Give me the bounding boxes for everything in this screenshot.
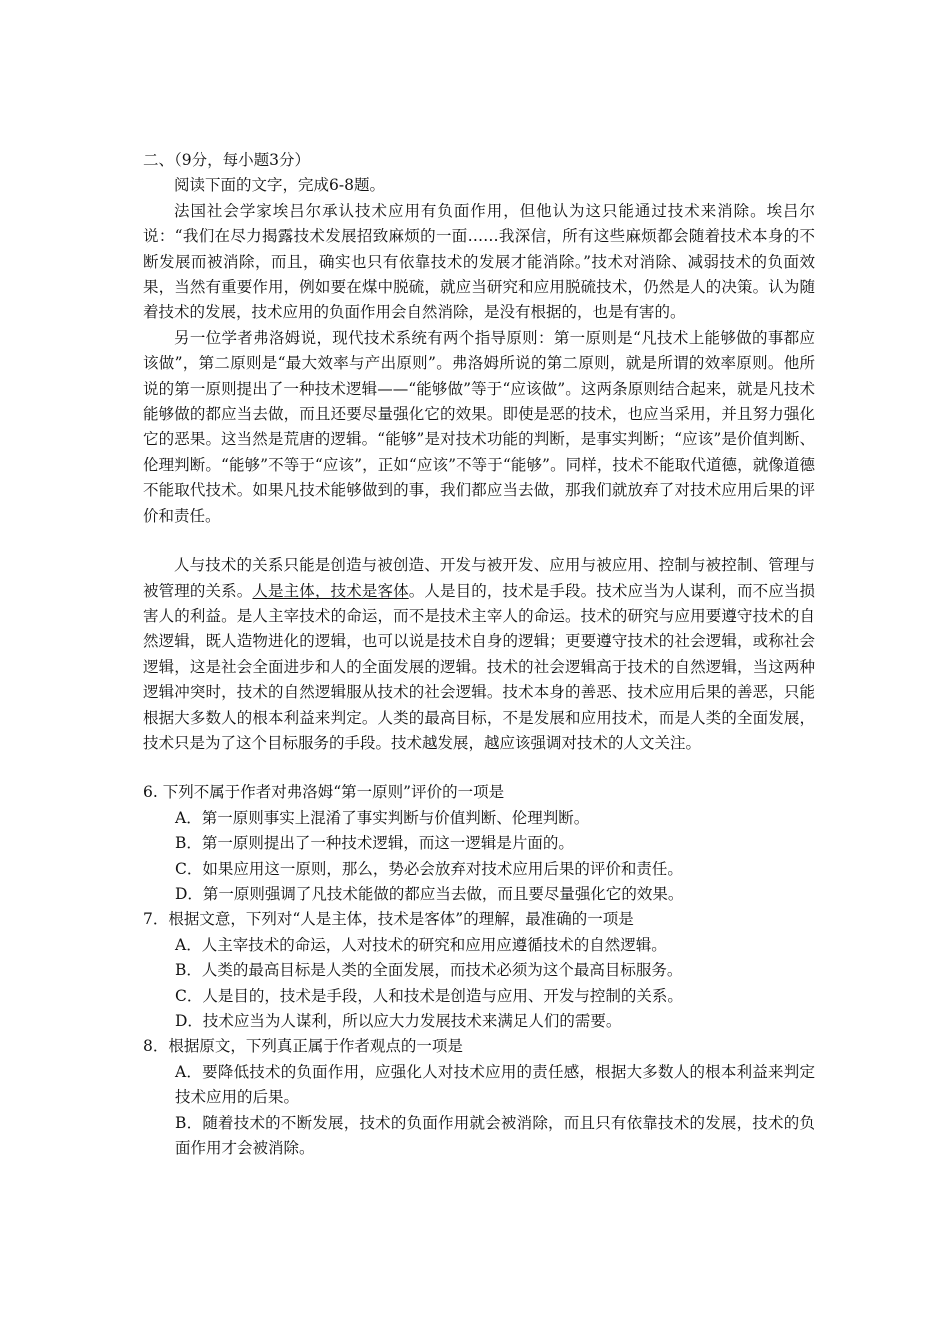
question-stem: 8．根据原文，下列真正属于作者观点的一项是 <box>143 1037 463 1056</box>
passage-text: 。人是目的，技术是手段。技术应当为人谋利，而不应当损害人的利益。是人主宰技术的命运，而不是技术主宰人的命运。技术的研究与应用要遵守技术的自然逻辑，既人造物进化的逻辑，也可以说是技术自身的逻辑；更要遵守技术的社会逻辑，或称社会逻辑，这是社会全面进步和人的全面发展的逻辑。技术的社会逻辑高于技术的自然逻辑，当这两种逻辑冲突时，技术的自然逻辑服从技术的社会逻辑。技术本身的善恶、技术应用后果的善恶，只能根据大多数人的根本利益来判定。人类的最高目标，不是发展和应用技术，而是人类的全面发展，技术只是为了这个目标服务的手段。技术越发展，越应该强调对技术的人文关注。 <box>143 581 815 752</box>
question-option: A．第一原则事实上混淆了事实判断与价值判断、伦理判断。 <box>175 808 590 827</box>
question-option: D．第一原则强调了凡技术能做的都应当去做，而且要尽量强化它的效果。 <box>175 884 684 903</box>
section-heading: 二、（9分，每小题3分） <box>143 151 310 169</box>
question-option: C．人是目的，技术是手段，人和技术是创造与应用、开发与控制的关系。 <box>175 986 683 1005</box>
question-6 <box>143 780 815 907</box>
underlined-phrase: 人是主体，技术是客体 <box>252 581 409 600</box>
question-option: B．人类的最高目标是人类的全面发展，而技术必须为这个最高目标服务。 <box>175 961 683 980</box>
question-8 <box>143 1034 815 1161</box>
question-option: B．第一原则提出了一种技术逻辑，而这一逻辑是片面的。 <box>175 834 574 853</box>
passage-paragraph-3 <box>143 553 815 756</box>
passage-paragraph-1: 法国社会学家埃吕尔承认技术应用有负面作用，但他认为这只能通过技术来消除。埃吕尔说：“我们在尽力揭露技术发展招致麻烦的一面……我深信，所有这些麻烦都会随着技术本身的不断发展而被消除，而且，确实也只有依靠技术的发展才能消除。”技术对消除、减弱技术的负面效果，当然有重要作用，例如要在煤中脱硫，就应当研究和应用脱硫技术，仍然是人的决策。认为随着技术的发展，技术应用的负面作用会自然消除，是没有根据的，也是有害的。 <box>143 201 815 322</box>
paragraph-gap <box>143 529 815 553</box>
question-stem: 6. 下列不属于作者对弗洛姆“第一原则”评价的一项是 <box>143 783 505 802</box>
question-option: A．要降低技术的负面作用，应强化人对技术应用的责任感，根据大多数人的根本利益来判定技术应用的后果。 <box>175 1062 815 1107</box>
question-option: A．人主宰技术的命运，人对技术的研究和应用应遵循技术的自然逻辑。 <box>175 935 667 954</box>
question-7 <box>143 907 815 1034</box>
paragraph-gap <box>143 756 815 780</box>
question-option: B．随着技术的不断发展，技术的负面作用就会被消除，而且只有依靠技术的发展，技术的负面作用才会被消除。 <box>175 1113 815 1158</box>
passage-text: 人与技术的关系只能是创造与被创造、开发与被开发、应用与被应用、控制与被控制、管理与被管理的关系。 <box>143 556 815 600</box>
question-option: D．技术应当为人谋利，所以应大力发展技术来满足人们的需要。 <box>175 1012 622 1030</box>
passage-paragraph-2: 另一位学者弗洛姆说，现代技术系统有两个指导原则：第一原则是“凡技术上能够做的事都应该做”，第二原则是“最大效率与产出原则”。弗洛姆所说的第二原则，就是所谓的效率原则。他所说的第一原则提出了一种技术逻辑——“能够做”等于“应该做”。这两条原则结合起来，就是凡技术能够做的都应当去做，而且还要尽量强化它的效果。即使是恶的技术，也应当采用，并且努力强化它的恶果。这当然是荒唐的逻辑。“能够”是对技术功能的判断，是事实判断；“应该”是价值判断、伦理判断。“能够”不等于“应该”，正如“应该”不等于“能够”。同样，技术不能取代道德，就像道德不能取代技术。如果凡技术能够做到的事，我们都应当去做，那我们就放弃了对技术应用后果的评价和责任。 <box>143 328 815 525</box>
section-instruction: 阅读下面的文字，完成6-8题。 <box>174 176 385 195</box>
question-stem: 7．根据文意，下列对“人是主体，技术是客体”的理解，最准确的一项是 <box>143 910 634 929</box>
question-option: C．如果应用这一原则，那么，势必会放弃对技术应用后果的评价和责任。 <box>175 859 683 878</box>
document-page <box>143 148 815 1161</box>
